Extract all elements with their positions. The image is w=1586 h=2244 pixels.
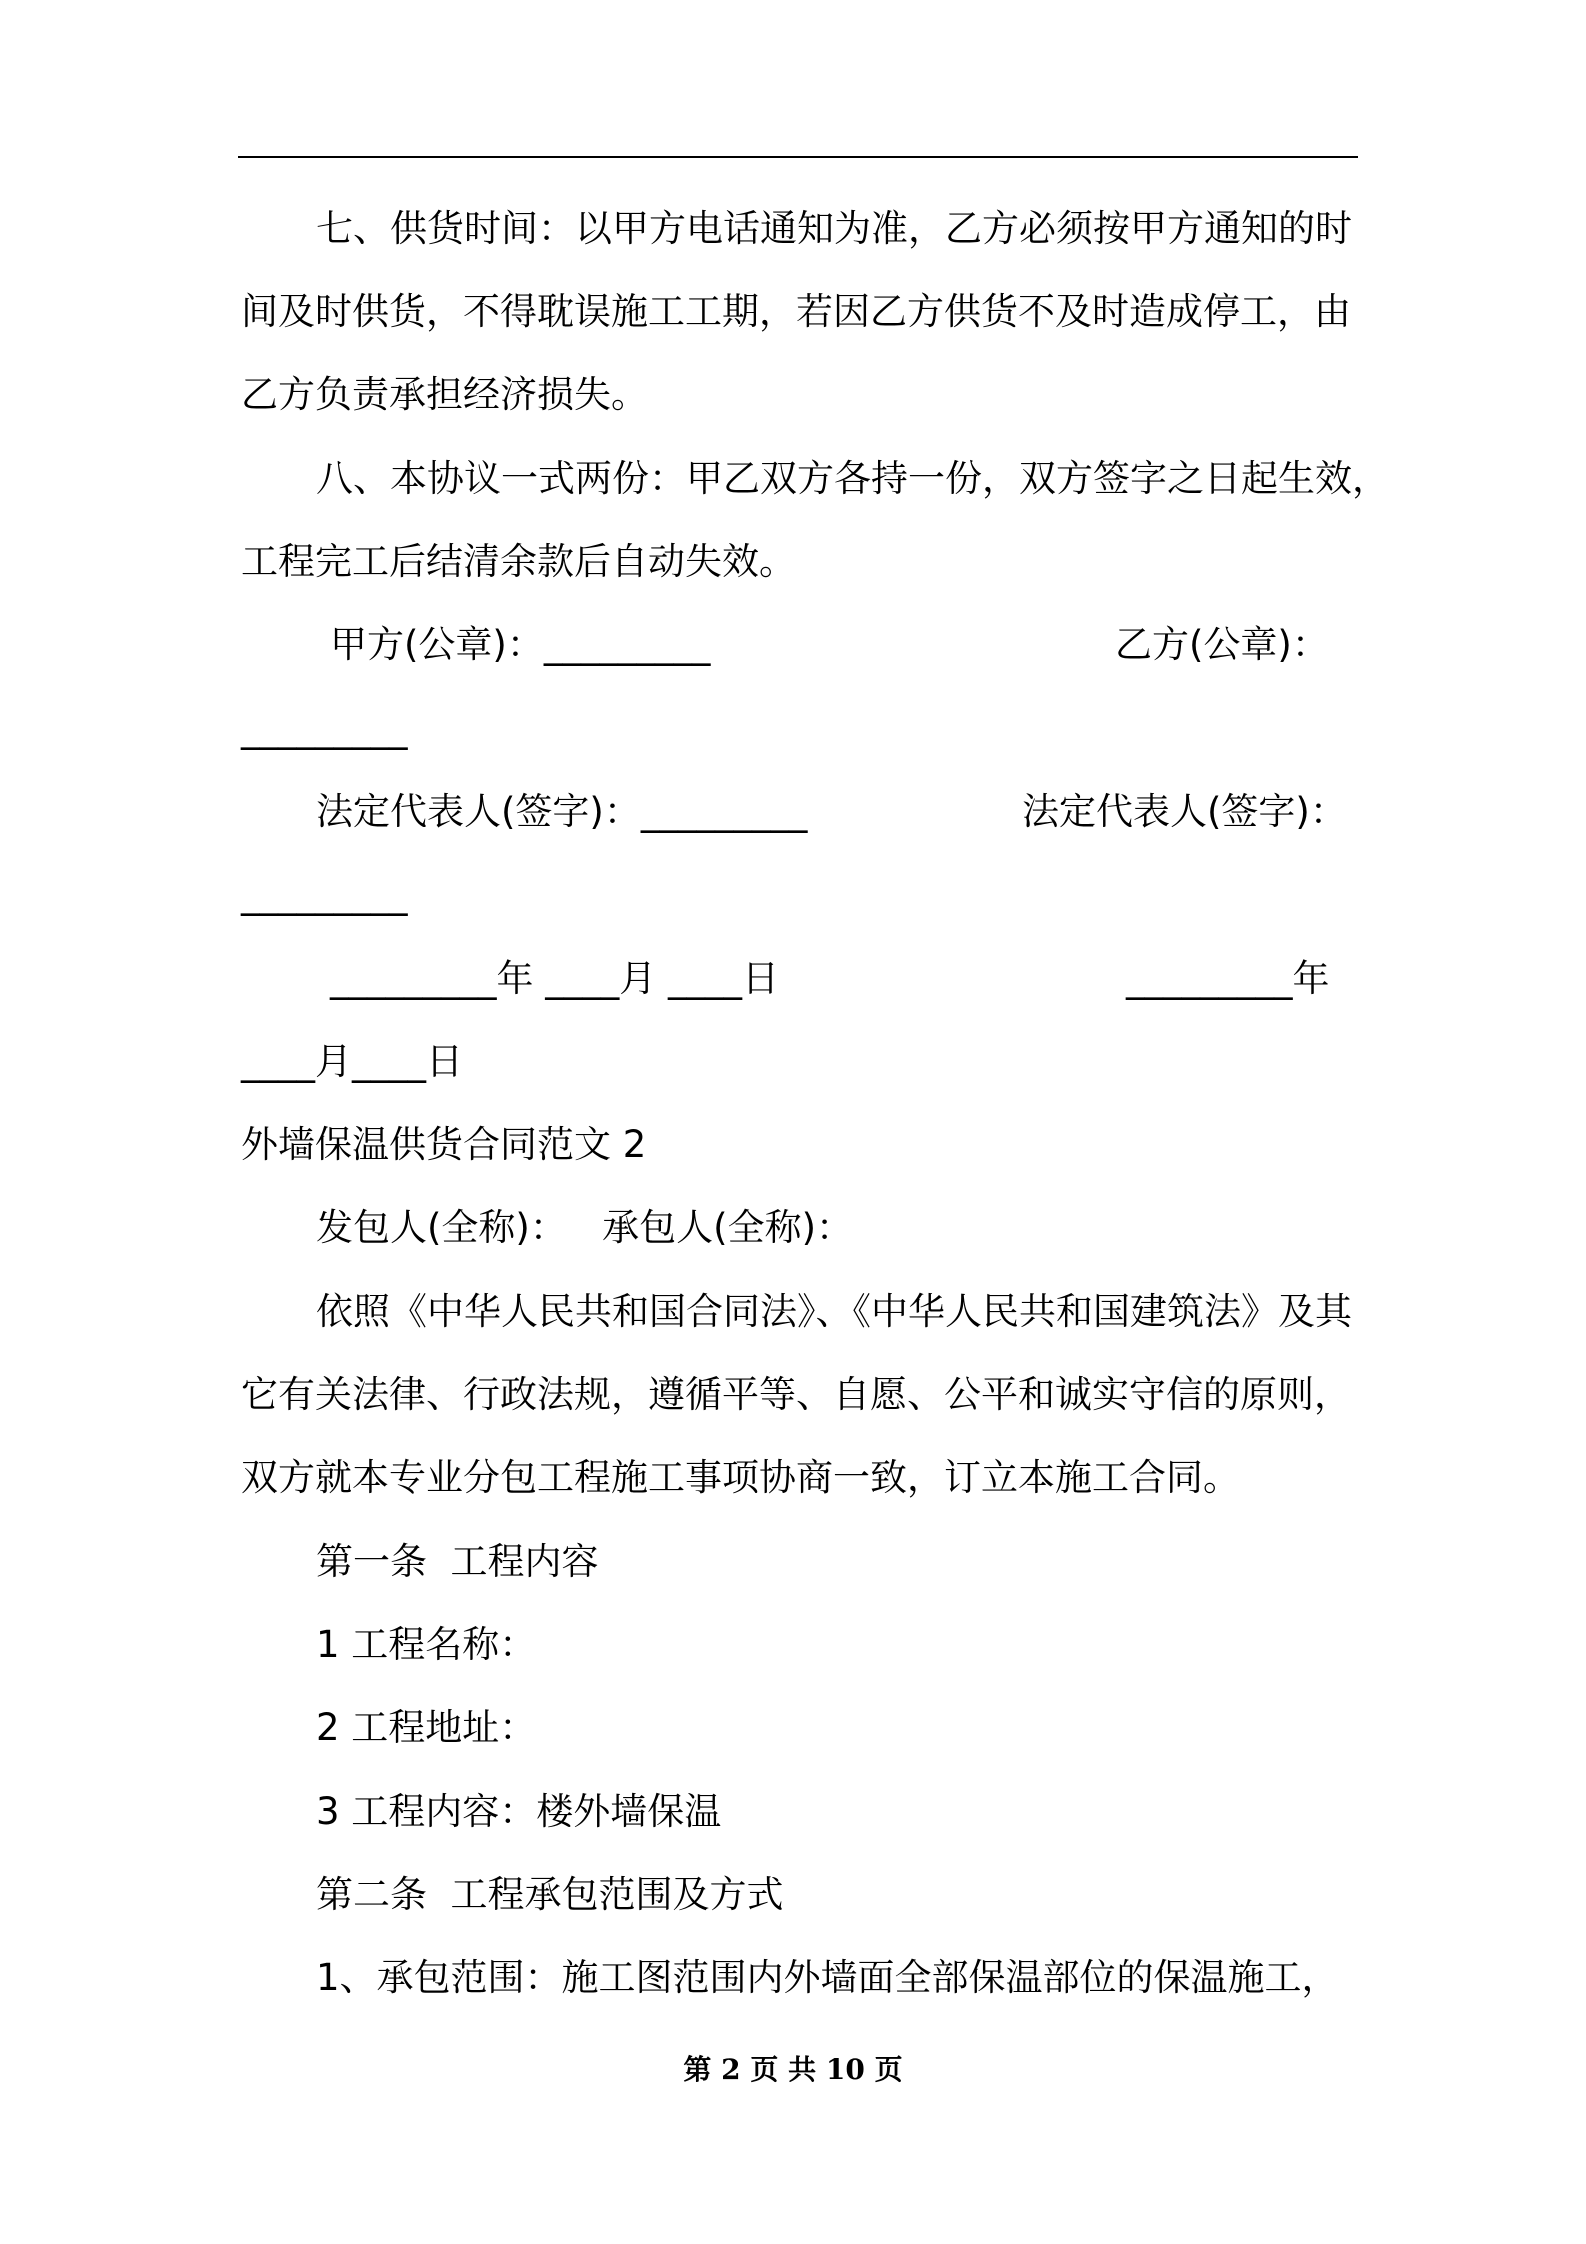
article-1-title: 第一条 工程内容 [316, 1540, 599, 1583]
representative-a: 法定代表人(签字)：_________ [316, 790, 808, 833]
header-rule [238, 156, 1358, 158]
representative-b-blank: _________ [241, 873, 408, 916]
article-1-item-3: 3 工程内容：楼外墙保温 [316, 1790, 722, 1833]
date-b: _________年 [1126, 957, 1330, 1000]
article-1-item-1: 1 工程名称： [316, 1623, 537, 1666]
date-b-continued: ____月____日 [241, 1040, 463, 1083]
section-2-title: 外墙保温供货合同范文 2 [241, 1123, 647, 1166]
clause-7-line-3: 乙方负责承担经济损失。 [241, 373, 648, 416]
article-1-item-2: 2 工程地址： [316, 1706, 537, 1749]
intro-line-2: 它有关法律、行政法规，遵循平等、自愿、公平和诚实守信的原则， [241, 1373, 1351, 1416]
date-a: _________年 ____月 ____日 [330, 957, 780, 1000]
article-2-title: 第二条 工程承包范围及方式 [316, 1873, 784, 1916]
clause-7-line-2: 间及时供货，不得耽误施工工期，若因乙方供货不及时造成停工，由 [241, 290, 1351, 333]
party-a-seal: 甲方(公章)：_________ [330, 623, 711, 666]
party-b-seal-blank: _________ [241, 707, 408, 750]
clause-8-line-2: 工程完工后结清余款后自动失效。 [241, 540, 796, 583]
clause-8-line-1: 八、本协议一式两份：甲乙双方各持一份，双方签字之日起生效， [316, 457, 1389, 500]
contract-parties: 发包人(全称)： 承包人(全称)： [316, 1206, 854, 1249]
clause-7-line-1: 七、供货时间：以甲方电话通知为准，乙方必须按甲方通知的时 [316, 207, 1352, 250]
intro-line-1: 依照《中华人民共和国合同法》、《中华人民共和国建筑法》及其 [316, 1290, 1352, 1333]
intro-line-3: 双方就本专业分包工程施工事项协商一致，订立本施工合同。 [241, 1456, 1240, 1499]
article-2-item-1: 1、承包范围：施工图范围内外墙面全部保温部位的保温施工， [316, 1956, 1339, 1999]
party-b-seal: 乙方(公章)： [1115, 623, 1329, 666]
representative-b: 法定代表人(签字)： [1022, 790, 1347, 833]
page-number-footer: 第 2 页 共 10 页 [683, 2053, 903, 2086]
